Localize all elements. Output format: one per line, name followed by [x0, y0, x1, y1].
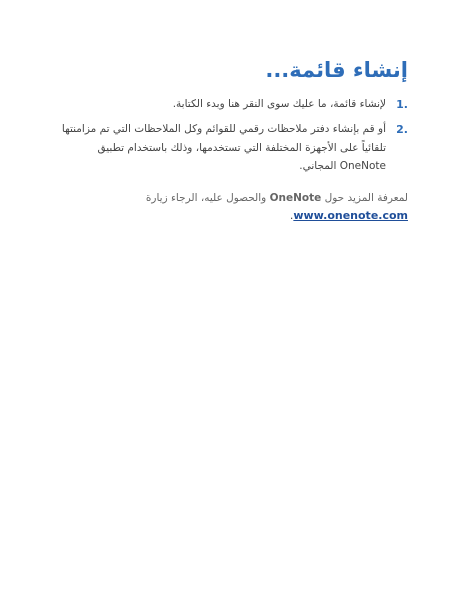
step-text: لإنشاء قائمة، ما عليك سوى النقر هنا وبدء الكتابة.	[172, 98, 386, 111]
list-item-step-1[interactable]	[54, 95, 408, 114]
info-text-after: والحصول عليه، الرجاء زيارة	[145, 191, 270, 204]
link-line	[54, 207, 408, 225]
onenote-website-link[interactable]: www.onenote.com	[293, 209, 408, 223]
step-text-before: أو قم بإنشاء دفتر ملاحظات رقمي للقوائم وكل الملاحظات التي تم مزامنتها تلقائياً على الأجهزة المختلفة التي تستخدمها، وذلك باستخدام تطبيق	[61, 123, 386, 154]
info-text-before: لمعرفة المزيد حول	[321, 191, 408, 204]
info-paragraph[interactable]	[54, 190, 408, 208]
steps-list	[54, 95, 408, 175]
step-text	[54, 120, 386, 175]
step-number: 1.	[396, 98, 408, 112]
link-suffix: .	[289, 209, 294, 223]
onenote-brand: OneNote	[339, 160, 386, 173]
step-number: 2.	[396, 123, 408, 137]
step-text-after: المجاني.	[299, 160, 340, 173]
list-item-step-2[interactable]	[54, 120, 408, 175]
onenote-brand: OneNote	[269, 191, 322, 204]
page-title[interactable]: إنشاء قائمة...	[265, 58, 408, 82]
